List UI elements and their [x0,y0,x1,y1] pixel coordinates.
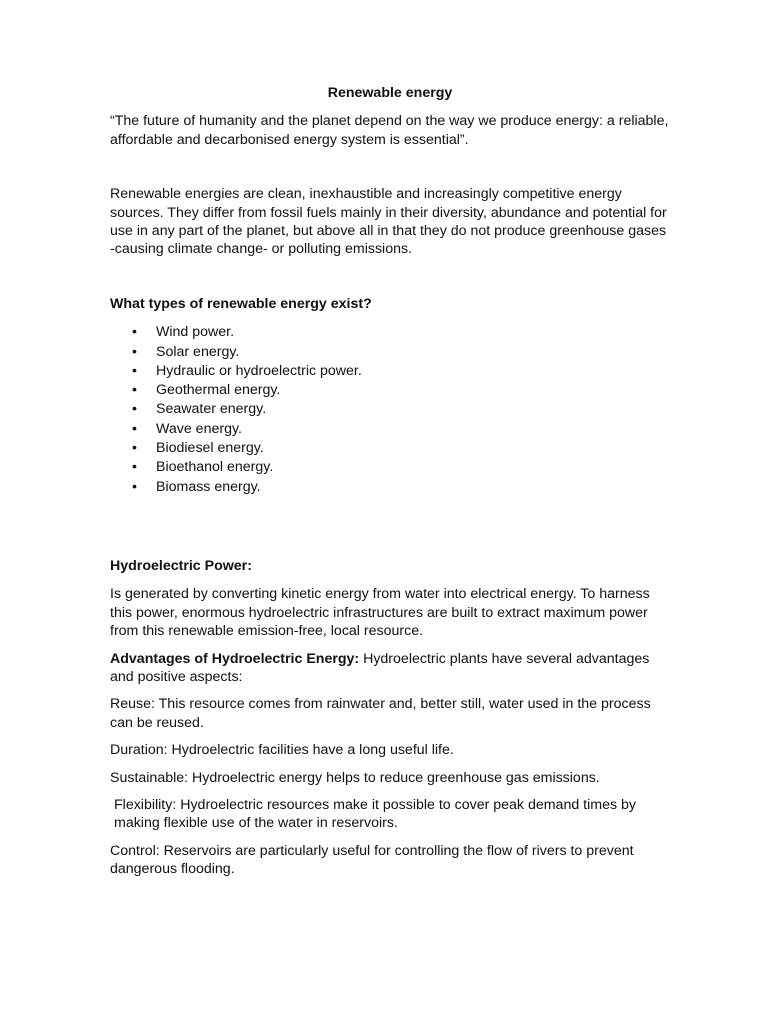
advantages-text: Hydroelectric plants have several advantages and positive aspects: [110,650,650,685]
list-item [110,362,670,381]
sustainable-paragraph: Sustainable: Hydroelectric energy helps to reduce greenhouse gas emissions. [110,769,600,786]
bullet-icon: • [132,401,137,418]
list-item-text: Biodiesel energy. [156,440,264,457]
bullet-icon: • [132,440,137,457]
list-item [110,381,670,400]
list-item-text: Solar energy. [156,343,240,360]
list-item [110,343,670,362]
list-item-text: Biomass energy. [156,478,261,495]
list-item [110,478,670,497]
list-item [110,439,670,458]
list-item-text: Bioethanol energy. [156,459,274,476]
bullet-icon: • [132,362,137,379]
duration-paragraph: Duration: Hydroelectric facilities have a long useful life. [110,742,454,759]
bullet-icon: • [132,343,137,360]
bullet-icon: • [132,459,137,476]
control-paragraph: Control: Reservoirs are particularly useful for controlling the flow of rivers to prevent dangerous flooding. [110,842,634,878]
opening-quote: “The future of humanity and the planet depend on the way we produce energy: a reliable, affordable and decarbonised energy system is essential”. [110,113,669,148]
bullet-icon: • [132,420,137,437]
hydro-heading: Hydroelectric Power: [110,557,252,574]
list-item-text: Wind power. [156,324,235,341]
list-item-text: Hydraulic or hydroelectric power. [156,362,362,379]
advantages-paragraph [110,650,670,687]
list-item [110,458,670,477]
list-item [110,400,670,419]
bullet-icon: • [132,324,137,341]
types-heading: What types of renewable energy exist? [110,295,372,312]
list-item-text: Geothermal energy. [156,382,281,399]
list-item-text: Wave energy. [156,420,242,437]
flexibility-paragraph: Flexibility: Hydroelectric resources make it possible to cover peak demand times by making flexible use of the water in reservoirs. [114,796,636,832]
document-title: Renewable energy [327,85,453,101]
energy-types-list [110,323,670,497]
reuse-paragraph: Reuse: This resource comes from rainwater and, better still, water used in the process can be reused. [110,696,651,731]
list-item [110,420,670,439]
intro-paragraph: Renewable energies are clean, inexhaustible and increasingly competitive energy sources. They differ from fossil fuels mainly in their diversity, abundance and potential for use in any part of the planet, but above all in that they do not produce greenhouse gases -causing climate change- or polluting emissions. [110,186,667,258]
advantages-label: Advantages of Hydroelectric Energy: [110,650,360,667]
bullet-icon: • [132,382,137,399]
hydro-intro-paragraph: Is generated by converting kinetic energy from water into electrical energy. To harness this power, enormous hydroelectric infrastructures are built to extract maximum power from this renewable emission-free, local resource. [110,586,650,640]
document-page [110,84,670,888]
bullet-icon: • [132,478,137,495]
list-item [110,323,670,342]
list-item-text: Seawater energy. [156,401,267,418]
